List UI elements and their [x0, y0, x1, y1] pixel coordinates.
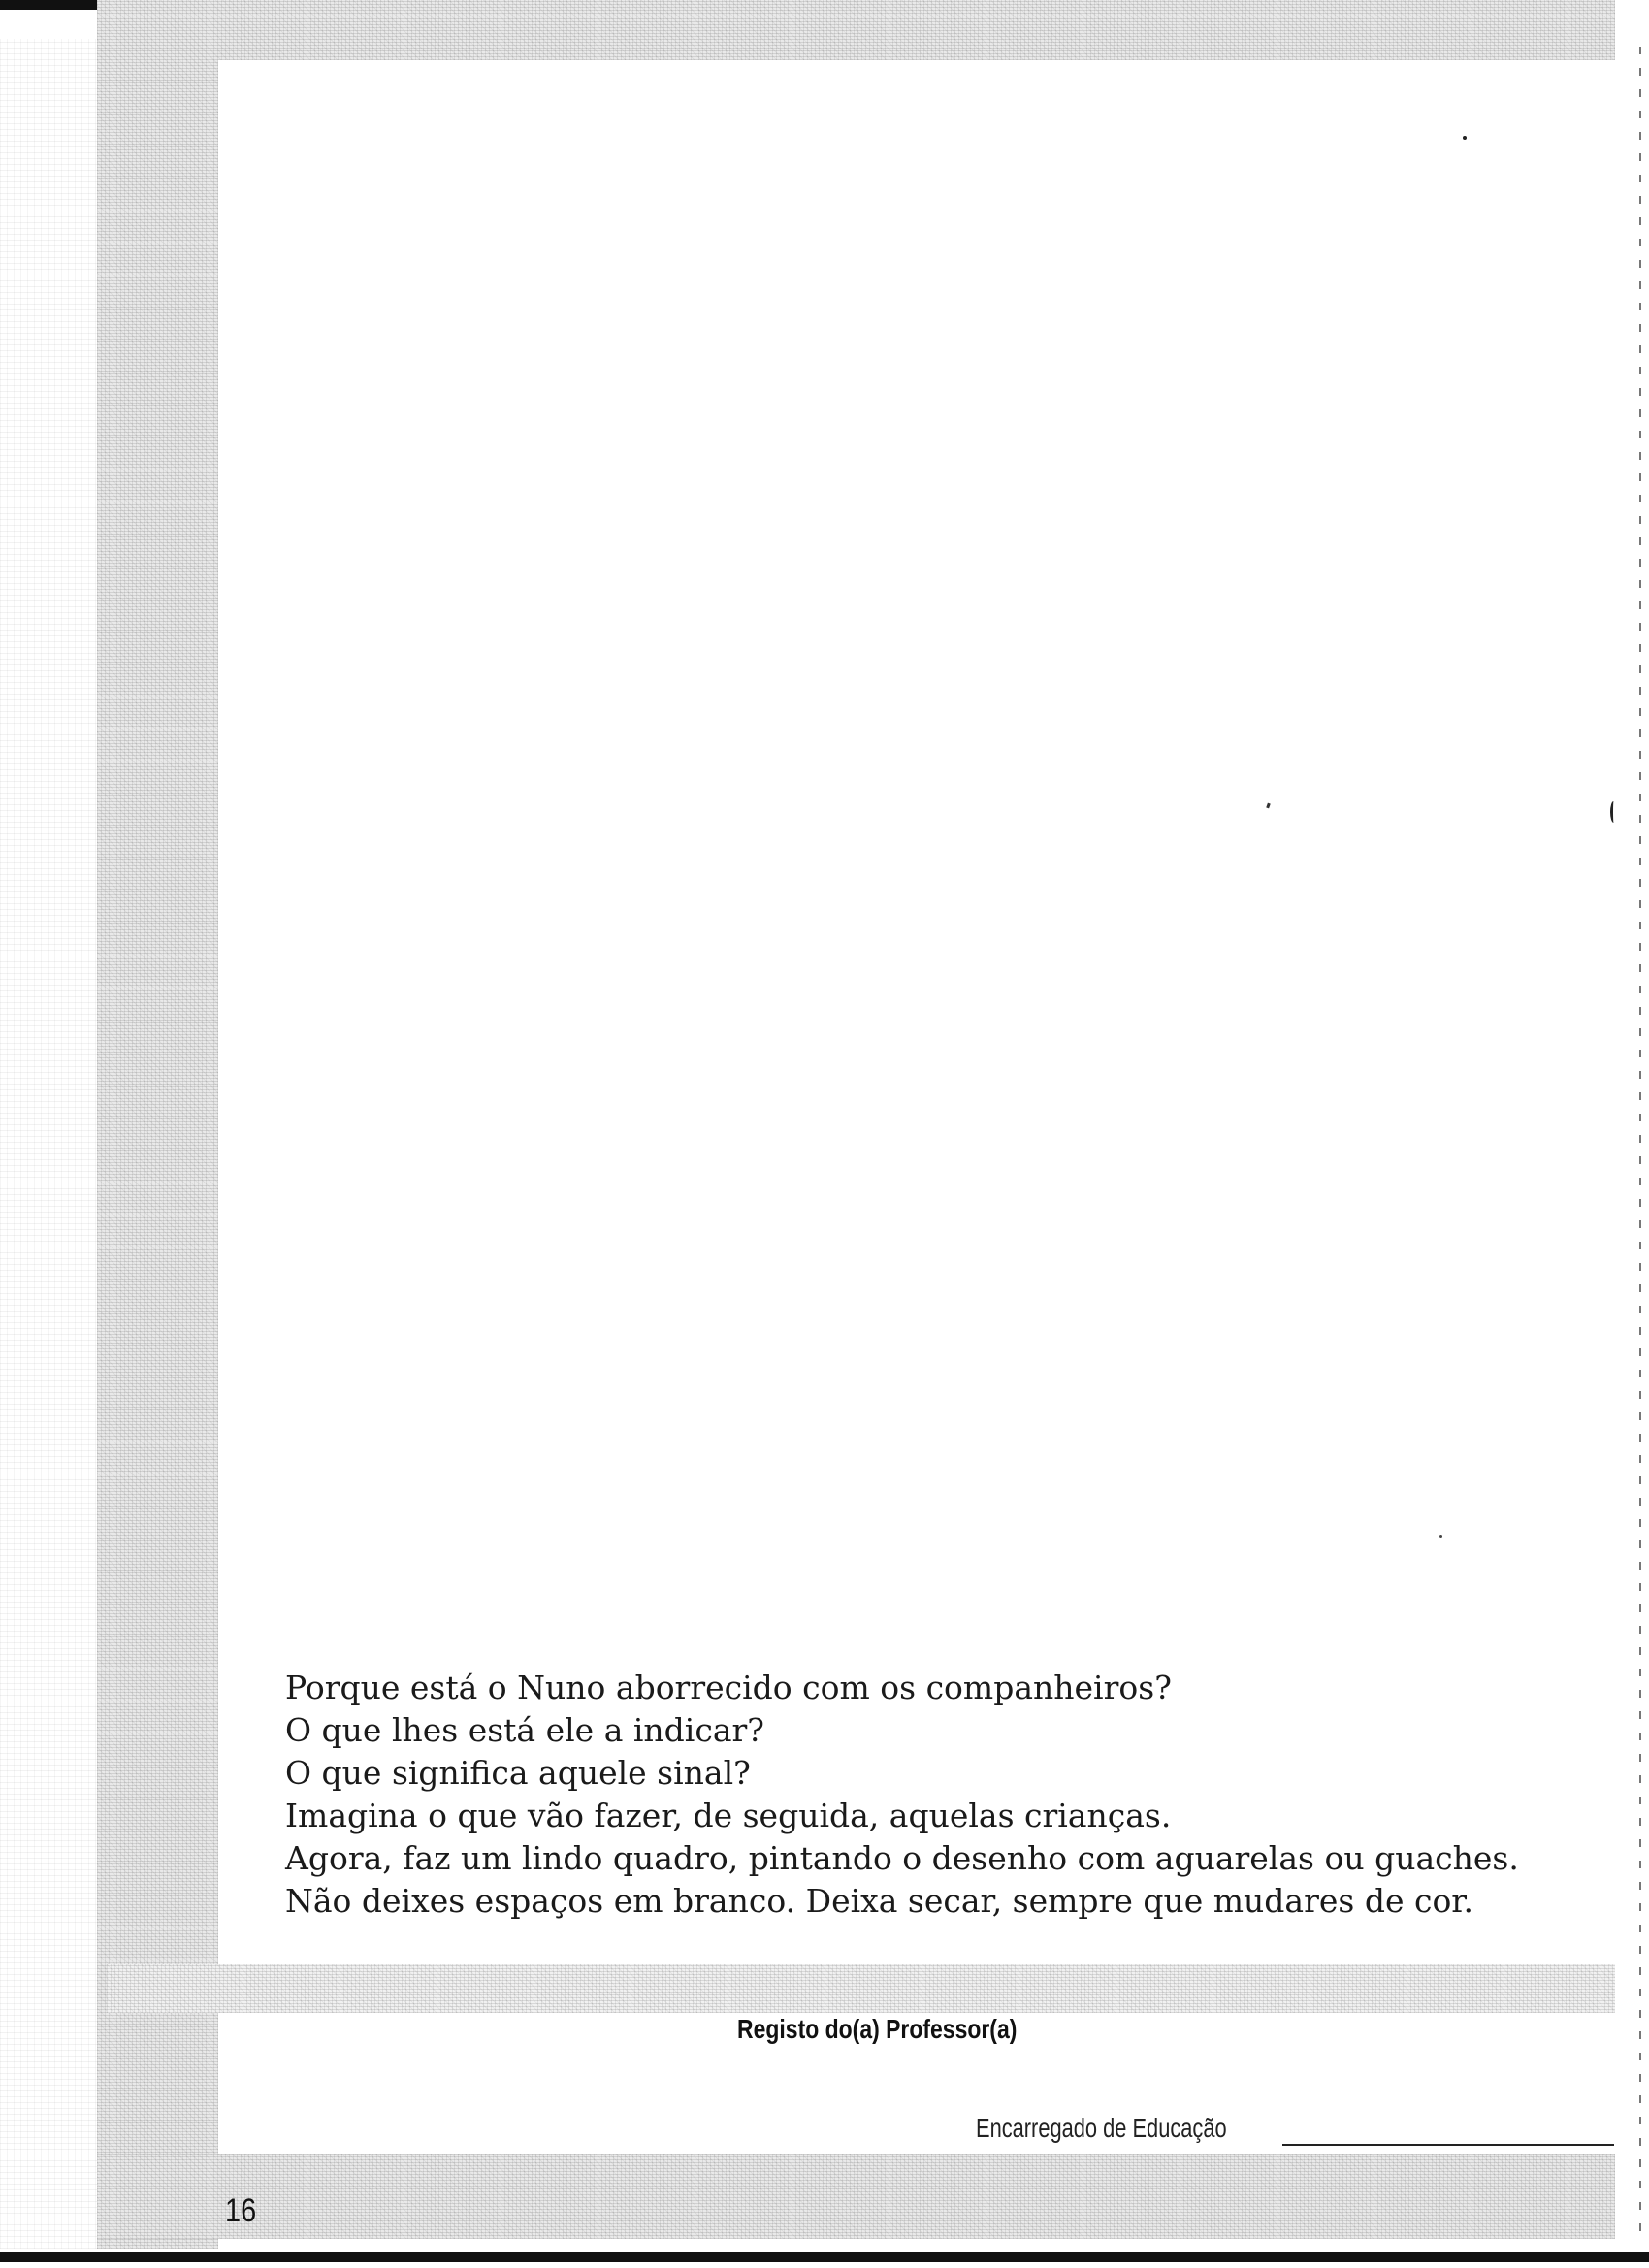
scan-speck [1266, 803, 1271, 809]
divider-band [107, 1964, 1615, 2013]
page-number: 16 [225, 2192, 257, 2229]
question-line: O que lhes está ele a indicar? [285, 1711, 764, 1749]
question-line: Agora, faz um lindo quadro, pintando o desenho com aguarelas ou guaches. [285, 1839, 1519, 1877]
question-line: Não deixes espaços em branco. Deixa secar, sempre que mudares de cor. [285, 1882, 1473, 1920]
question-line: Imagina o que vão fazer, de seguida, aquelas crianças. [285, 1797, 1172, 1834]
guardian-label: Encarregado de Educação [976, 2113, 1227, 2143]
question-line: Porque está o Nuno aborrecido com os companheiros? [285, 1669, 1172, 1706]
bottom-scan-edge [0, 2252, 1649, 2262]
scan-speck [1463, 136, 1467, 140]
top-scan-mark [0, 0, 97, 10]
bottom-border-band [97, 2154, 1615, 2239]
right-page-edge [1639, 39, 1641, 2231]
left-border-band [97, 0, 218, 2249]
scan-speck [1439, 1535, 1442, 1538]
guardian-signature-field [976, 2113, 1267, 2144]
left-margin-texture [0, 39, 107, 2249]
question-line: O que significa aquele sinal? [285, 1754, 751, 1792]
question-list [285, 1667, 1585, 1923]
top-border-band [97, 0, 1615, 60]
signature-line [1282, 2144, 1614, 2146]
scan-speck [1610, 801, 1617, 823]
teacher-record-heading: Registo do(a) Professor(a) [737, 2014, 1018, 2044]
